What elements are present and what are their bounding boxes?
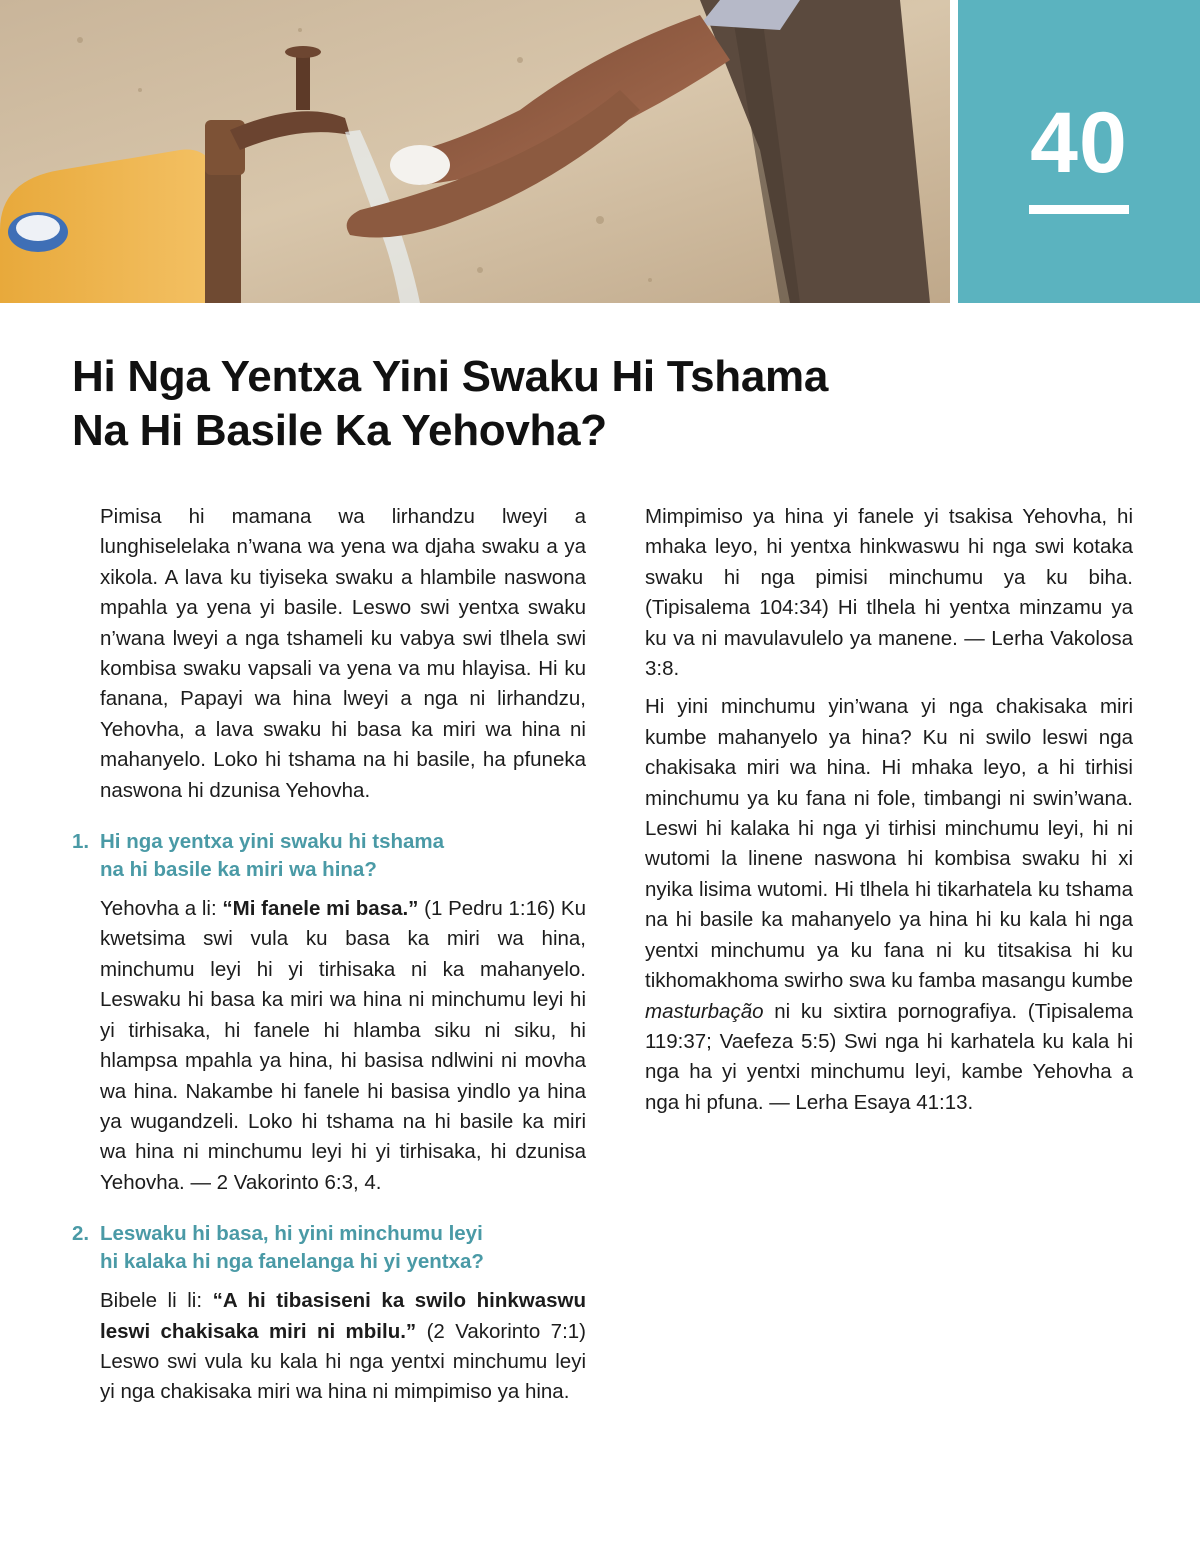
lesson-badge xyxy=(958,0,1200,303)
scripture-quote: “Mi fanele mi basa.” xyxy=(222,897,419,921)
answer-lead: Bibele li li: xyxy=(100,1289,213,1313)
answer-body: (1 Pedru 1:16) Ku kwetsima swi vula ku basa ka miri wa hina, minchumu leyi hi yi tirhisaka ni ka mahanyelo. Leswaku hi basa ka miri wa hina ni minchumu leyi hi yi tirhisaka, hi fanele hi hlamba siku ni siku, hi hlampsa mpahla ya hina, hi basisa ndlwini ni movha wa hina. Nakambe hi fanele hi basisa yindlo ya hina ya wugandzeli. Loko hi tshama na hi basile ka miri wa hina ni minchumu leyi hi yi tirhisaka, hi dzunisa Yehovha. — 2 Vakorinto 6:3, 4. xyxy=(100,897,587,1194)
question-2 xyxy=(72,1220,586,1276)
answer-2-paragraph-2 xyxy=(645,692,1133,1118)
answer-body: ni ku sixtira pornografiya. (Tipisalema 119:37; Vaefeza 5:5) Swi nga hi karhatela ku kala hi nga ha yi yentxi minchumu leyi, kambe Yehovha a nga hi pfuna. — Lerha Esaya 41:13. xyxy=(645,999,1133,1114)
hero-photo xyxy=(0,0,950,303)
title-line: Na Hi Basile Ka Yehovha? xyxy=(72,406,607,455)
answer-body: (2 Vakorinto 7:1) Leswo swi vula ku kala hi nga yentxi minchumu leyi yi nga chakisaka miri wa hina ni mimpimiso ya hina. xyxy=(100,1319,586,1404)
soap-bar xyxy=(390,145,450,185)
question-number: 1. xyxy=(72,830,90,854)
answer-2-paragraph xyxy=(100,1286,586,1408)
title-line: Hi Nga Yentxa Yini Swaku Hi Tshama xyxy=(72,352,828,401)
answer-1-paragraph xyxy=(100,894,586,1198)
lesson-number: 40 xyxy=(1030,95,1128,191)
question-1 xyxy=(72,828,586,884)
page-title xyxy=(72,350,1032,458)
italic-term: masturbação xyxy=(645,999,764,1023)
hand-washing-illustration xyxy=(0,0,950,303)
badge-underline xyxy=(1029,205,1129,214)
question-number: 2. xyxy=(72,1222,90,1246)
question-line: Hi nga yentxa yini swaku hi tshama xyxy=(100,830,445,854)
right-column xyxy=(645,502,1133,1126)
intro-paragraph: Pimisa hi mamana wa lirhandzu lweyi a lunghiselelaka n’wana wa yena wa djaha swaku a ya xikola. A lava ku tiyiseka swaku a hlambile naswona mpahla ya yena yi basile. Leswo swi yentxa swaku n’wana lweyi a nga tshameli ku vabya swi tlhela swi kombisa swaku vapsali va yena va mu hlayisa. Hi ku fanana, Papayi wa hina lweyi a nga ni lirhandzu, Yehovha, a lava swaku hi basa ka miri wa hina ni mahanyelo. Loko hi tshama na hi basile, ha pfuneka naswona hi dzunisa Yehovha. xyxy=(100,505,586,802)
answer-lead: Yehovha a li: xyxy=(100,897,223,921)
question-line: hi kalaka hi nga fanelanga hi yi yentxa? xyxy=(100,1250,484,1274)
answer-body: Hi yini minchumu yin’wana yi nga chakisaka miri kumbe mahanyelo ya hina? Ku ni swilo leswi nga chakisaka miri wa hina. Hi mhaka leyo, a hi tirhisi minchumu ya ku fana ni fole, timbangi ni swin’wana. Leswi hi kalaka hi nga yi tirhisi minchumu leyi, hi ni wutomi la linene naswona hi kombisa swaku hi xi nyika lisima wutomi. Hi tlhela hi tikarhatela ku tshama na hi basile ka mahanyelo ya hina hi ku kala hi nga yentxi minchumu ya ku fana ni ku titsakisa hi ku tikhomakhoma swirho swa ku famba masangu kumbe xyxy=(645,695,1133,993)
left-column xyxy=(72,502,587,1416)
question-line: na hi basile ka miri wa hina? xyxy=(100,858,377,882)
answer-2-continued: Mimpimiso ya hina yi fanele yi tsakisa Yehovha, hi mhaka leyo, hi yentxa hinkwaswu hi nga swi kotaka swaku hi nga pimisi minchumu ya ku biha. (Tipisalema 104:34) Hi tlhela hi yentxa minzamu ya ku va ni mavulavulelo ya manene. — Lerha Vakolosa 3:8. xyxy=(645,505,1133,681)
question-line: Leswaku hi basa, hi yini minchumu leyi xyxy=(100,1222,483,1246)
scripture-quote: “A hi tibasiseni ka swilo hinkwaswu leswi chakisaka miri ni mbilu.” xyxy=(100,1289,586,1343)
